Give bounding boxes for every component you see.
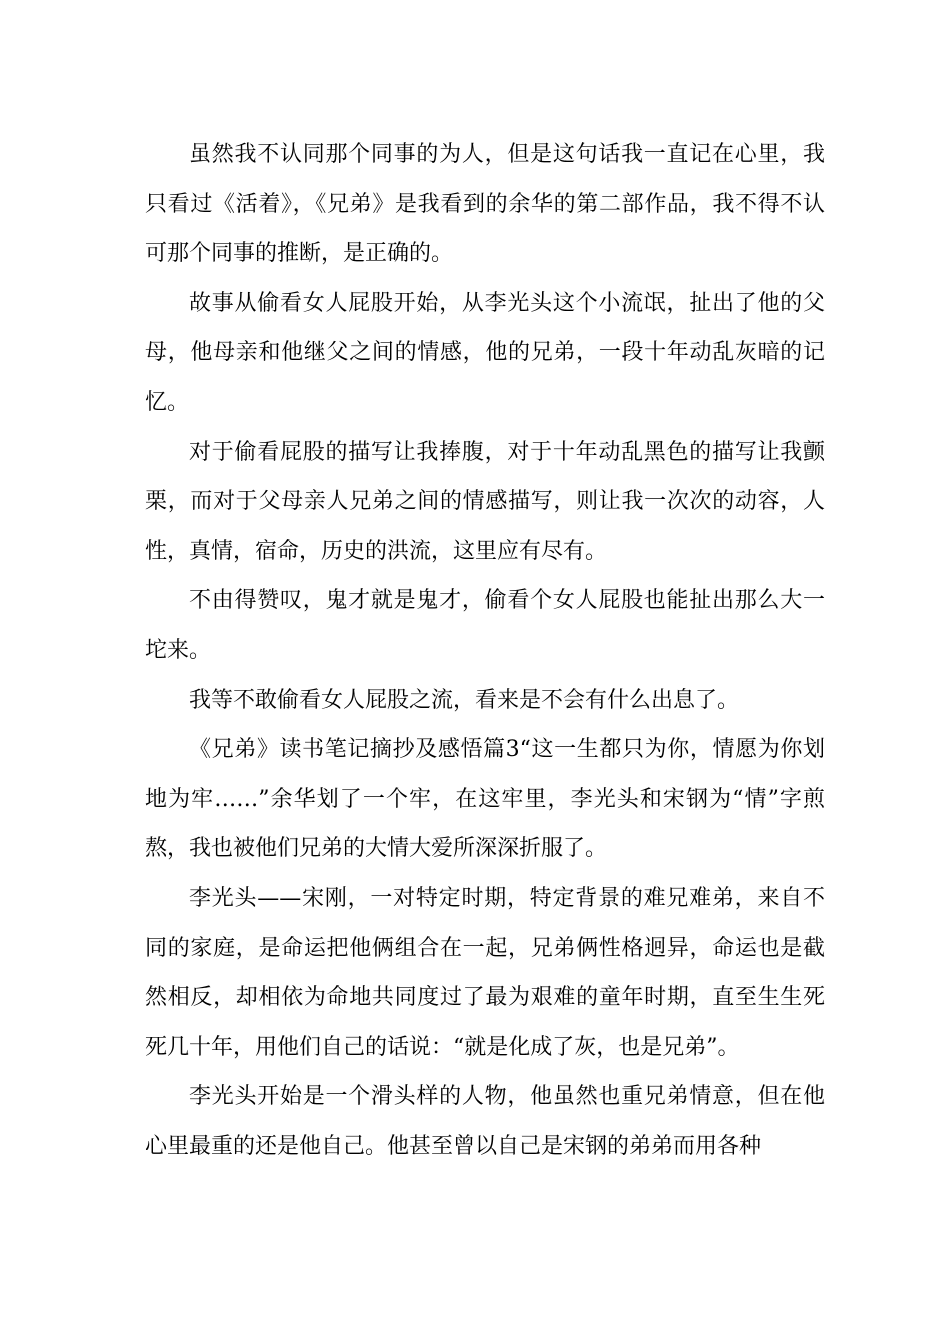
paragraph: 故事从偷看女人屁股开始，从李光头这个小流氓，扯出了他的父母，他母亲和他继父之间的情感，他的兄弟，一段十年动乱灰暗的记忆。 <box>145 290 825 415</box>
paragraph: 我等不敢偷看女人屁股之流，看来是不会有什么出息了。 <box>189 687 740 713</box>
document-body <box>145 130 825 1171</box>
paragraph: 虽然我不认同那个同事的为人，但是这句话我一直记在心里，我只看过《活着》，《兄弟》是我看到的余华的第二部作品，我不得不认可那个同事的推断，是正确的。 <box>145 142 825 267</box>
paragraph: 《兄弟》读书笔记摘抄及感悟篇3“这一生都只为你，情愿为你划地为牢……”余华划了一个牢，在这牢里，李光头和宋钢为“情”字煎熬，我也被他们兄弟的大情大爱所深深折服了。 <box>145 737 825 862</box>
paragraph: 李光头开始是一个滑头样的人物，他虽然也重兄弟情意，但在他心里最重的还是他自己。他甚至曾以自己是宋钢的弟弟而用各种 <box>145 1084 825 1159</box>
paragraph: 李光头——宋刚，一对特定时期，特定背景的难兄难弟，来自不同的家庭，是命运把他俩组合在一起，兄弟俩性格迥异，命运也是截然相反，却相依为命地共同度过了最为艰难的童年时期，直至生生死死几十年，用他们自己的话说：“就是化成了灰，也是兄弟”。 <box>145 885 825 1060</box>
paragraph: 不由得赞叹，鬼才就是鬼才，偷看个女人屁股也能扯出那么大一坨来。 <box>145 588 825 663</box>
paragraph: 对于偷看屁股的描写让我捧腹，对于十年动乱黑色的描写让我颤栗，而对于父母亲人兄弟之间的情感描写，则让我一次次的动容，人性，真情，宿命，历史的洪流，这里应有尽有。 <box>145 439 825 564</box>
